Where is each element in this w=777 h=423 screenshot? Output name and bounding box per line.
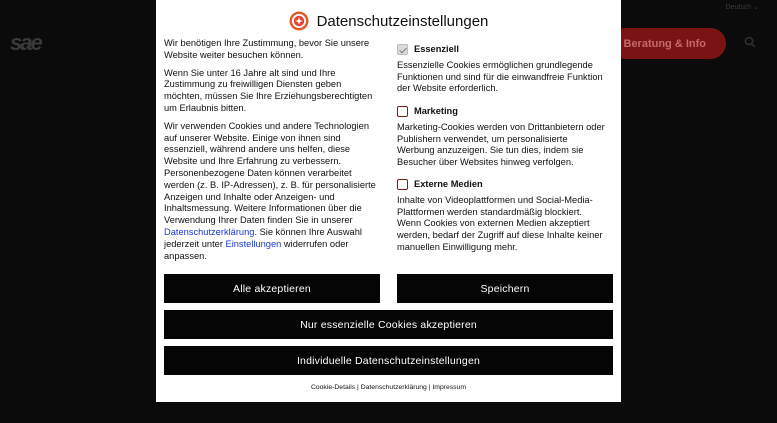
cookie-consent-logo-icon	[289, 11, 309, 31]
privacy-policy-footer-link[interactable]: Datenschutzerklärung	[360, 384, 427, 391]
category-label: Essenziell	[414, 44, 459, 54]
category-header	[397, 106, 607, 118]
search-icon[interactable]	[744, 36, 756, 48]
external-media-checkbox[interactable]	[397, 179, 408, 190]
accept-essential-only-button[interactable]: Nur essenzielle Cookies akzeptieren	[164, 310, 613, 339]
marketing-checkbox[interactable]	[397, 106, 408, 117]
category-header	[397, 44, 607, 56]
accept-all-button[interactable]: Alle akzeptieren	[164, 274, 380, 303]
footer-separator: |	[426, 384, 433, 391]
footer-separator: |	[355, 384, 361, 391]
intro-paragraph: Wir benötigen Ihre Zustimmung, bevor Sie unsere Website weiter besuchen können.	[164, 38, 370, 60]
site-logo: sae	[10, 30, 41, 55]
essential-checkbox[interactable]	[397, 44, 408, 55]
category-essential	[397, 44, 607, 95]
intro-paragraph: Wenn Sie unter 16 Jahre alt sind und Ihre Zustimmung zu freiwilligen Diensten geben möchten, müssen Sie Ihre Erziehungsberechtigten um Erlaubnis bitten.	[164, 67, 373, 113]
category-label: Marketing	[414, 106, 458, 116]
category-external-media	[397, 179, 607, 254]
imprint-link[interactable]: Impressum	[432, 384, 467, 391]
category-description: Inhalte von Videoplattformen und Social-Media-Plattformen werden standardmäßig blockiert. Wenn Cookies von externen Medien akzeptiert werden, bedarf der Zugriff auf diese Inhalte keiner manuellen Einwilligung mehr.	[397, 194, 603, 252]
intro-text	[164, 38, 382, 268]
intro-text-part: . Sie können Ihre Auswahl jederzeit unter	[164, 226, 362, 249]
category-label: Externe Medien	[414, 179, 483, 189]
intro-text-part: Wir verwenden Cookies und andere Technologien auf unserer Website. Einige von ihnen sind essenziell, während andere uns helfen, diese Website und Ihre Erfahrung zu verbessern. Personenbezogene Daten können verarbeitet werden (z. B. IP-Adressen), z. B. für personalisierte Anzeigen und Inhalte oder Anzeigen- und Inhaltsmessung. Weitere Informationen über die Verwendung Ihrer Daten finden Sie in unserer	[164, 120, 376, 226]
footer-links	[156, 384, 621, 391]
cookie-details-link[interactable]: Cookie-Details	[310, 384, 356, 391]
privacy-policy-link[interactable]: Datenschutzerklärung	[164, 226, 255, 237]
category-header	[397, 179, 607, 191]
category-description: Essenzielle Cookies ermöglichen grundlegende Funktionen und sind für die einwandfreie Funktion der Website erforderlich.	[397, 59, 603, 94]
settings-link[interactable]: Einstellungen	[225, 238, 282, 249]
save-button[interactable]: Speichern	[397, 274, 613, 303]
dialog-header	[156, 10, 621, 32]
privacy-settings-dialog	[156, 0, 621, 402]
intro-text-part: widerrufen oder anpassen.	[164, 238, 349, 261]
dialog-title: Datenschutzeinstellungen	[316, 12, 489, 30]
language-selector[interactable]: Deutsch ⌄	[725, 4, 759, 11]
individual-settings-button[interactable]: Individuelle Datenschutzeinstellungen	[164, 346, 613, 375]
consultation-button[interactable]: Beratung & Info	[610, 28, 726, 59]
category-description: Marketing-Cookies werden von Drittanbietern oder Publishern verwendet, um personalisierte Werbung anzuzeigen. Sie tun dies, indem sie Besucher über Websites hinweg verfolgen.	[397, 121, 605, 168]
category-marketing	[397, 106, 607, 169]
intro-paragraph	[164, 121, 382, 263]
